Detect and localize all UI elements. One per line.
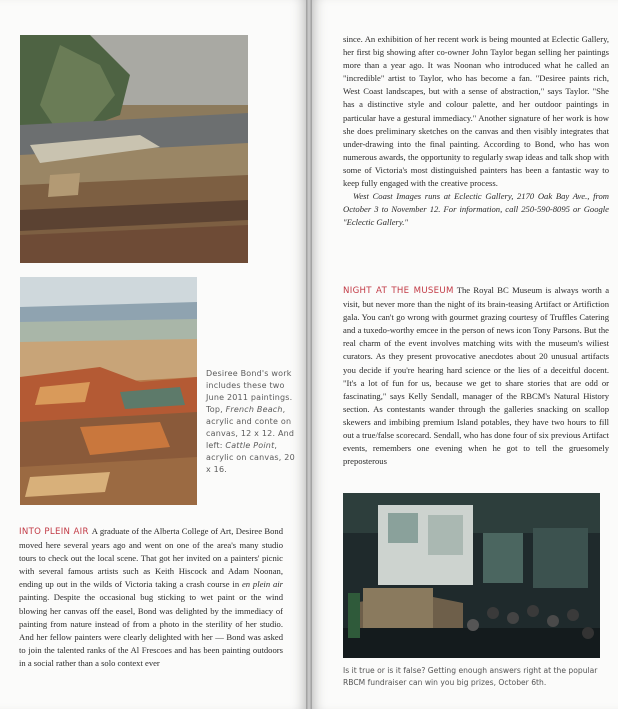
plein-air-article xyxy=(19,525,283,670)
museum-paragraph xyxy=(343,284,609,468)
painting-french-beach xyxy=(20,35,248,263)
caption-left-prefix: And left: xyxy=(206,429,295,450)
plein-air-emphasis: en plein air xyxy=(241,579,283,590)
plein-air-paragraph xyxy=(19,525,283,670)
bond-body: since. An exhibition of her recent work is being mounted at Eclectic Gallery, her first big showing after co-owner John Taylor began selling her paintings more than a year ago. It was Noonan who introduced what he called an "incredible" artist to Taylor, who has become a fan. "Desiree paints rich, West Coast landscapes, but with a sense of abstraction," says Taylor. "She has a distinctive style and colour palette, and her outdoor paintings in particular have a gestural immediacy." Another signature of her work is how she does preliminary sketches on the canvas and then visibly integrates that under-drawing into the final painting. According to Bond, who has won numerous awards, the opportunity to regularly swap ideas and talk shop with some of Victoria's most distinguished painters has been a fantastic way to keep fully engaged with the creative process. xyxy=(343,34,609,189)
painting-cattle-point xyxy=(20,277,197,505)
plein-air-text-1: A graduate of the Alberta College of Art, Desiree Bond moved here several years ago and went on one of the area's many studio tours to check out the local scene. That got her invited on a painters' picnic with several famous artists such as Keith Hiscock and Adam Noonan, ending up out in the wilds of Victoria taking a crash course in xyxy=(19,526,283,590)
museum-article xyxy=(343,284,609,468)
caption-intro: Desiree Bond's work includes these two June 2011 paintings. xyxy=(206,369,293,402)
caption-top-title: French Beach xyxy=(225,405,283,414)
caption-left-suffix: , acrylic on canvas, 20 x 16. xyxy=(206,441,295,474)
left-page xyxy=(0,0,306,709)
plein-air-heading: INTO PLEIN AIR xyxy=(19,527,89,537)
painting-cattle-point-image xyxy=(20,277,197,505)
caption-left-title: Cattle Point xyxy=(225,441,275,450)
caption-top-prefix: Top, xyxy=(206,405,226,414)
museum-heading: NIGHT AT THE MUSEUM xyxy=(343,286,454,296)
plein-air-text-2: painting. Despite the occasional bug sticking to wet paint or the wind blowing her canvas off the easel, Bond was delighted by the immediacy of painting from nature instead of from a photo in the sterility of her studio. And her fellow painters were clearly delighted with her — Bond was asked to join the talented ranks of the Al Frescoes and has been painting outdoors in a social rather than a solo context ever xyxy=(19,592,283,668)
museum-body: The Royal BC Museum is always worth a visit, but never more than the night of its brain-teasing Artifact or Artifiction gala. You can't go wrong with gourmet grazing courtesy of Truffles Catering and a tuxedo-worthy emcee in the person of news icon Tony Parsons. But the real charm of the event involves matching wits with the museum's wiliest curators. As they present provocative anecdotes about 20 unusual artifacts you decide if you're hearing hard science or the lies of a deceitful docent. "It's a lot of fun for us, because we get to share stories that are odd or fascinating," says Kelly Sendall, manager of the RBCM's Natural History section. As contestants wander through the galleries snacking on scallop skewers and imbibing premium Island potables, they have two hours to fill out a true/false scorecard. Sendall, who has done four of six previous Artifact events, remembers one evening when he got to tell the gruesomely preposterous xyxy=(343,285,610,467)
caption-top-suffix: , acrylic and conte on canvas, 12 x 12. xyxy=(206,405,292,438)
right-page xyxy=(312,0,618,709)
museum-photo xyxy=(343,493,600,658)
painting-french-beach-image xyxy=(20,35,248,263)
exhibition-info: West Coast Images runs at Eclectic Gallery, 2170 Oak Bay Ave., from October 3 to November 12. For information, call 250-590-8095 or Google "Eclectic Gallery." xyxy=(343,191,609,228)
museum-photo-caption: Is it true or is it false? Getting enough answers right at the popular RBCM fundraiser can win you big prizes, October 6th. xyxy=(343,666,598,687)
bond-article-continued xyxy=(343,33,609,229)
painting-caption xyxy=(206,368,300,476)
museum-photo-image xyxy=(343,493,600,658)
